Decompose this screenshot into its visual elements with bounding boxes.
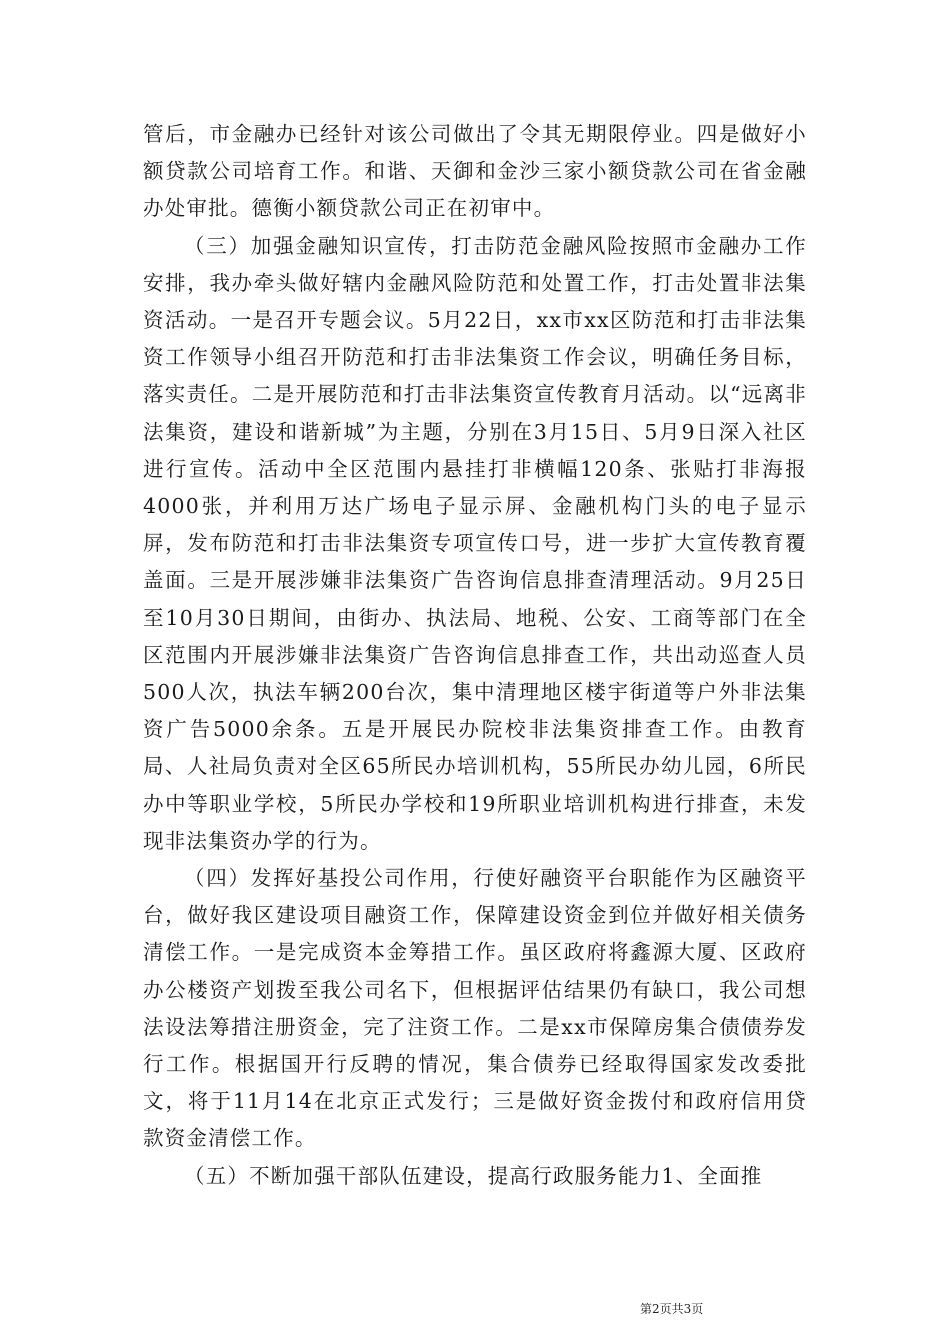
paragraph-section-3: （三）加强金融知识宣传，打击防范金融风险按照市金融办工作安排，我办牵头做好辖内金融风险防范和处置工作，打击处置非法集资活动。一是召开专题会议。5月22日，xx市xx区防范和打击非法集资工作领导小组召开防范和打击非法集资工作会议，明确任务目标，落实责任。二是开展防范和打击非法集资宣传教育月活动。以“远离非法集资，建设和谐新城”为主题，分别在3月15日、5月9日深入社区进行宣传。活动中全区范围内悬挂打非横幅120条、张贴打非海报4000张，并利用万达广场电子显示屏、金融机构门头的电子显示屏，发布防范和打击非法集资专项宣传口号，进一步扩大宣传教育覆盖面。三是开展涉嫌非法集资广告咨询信息排查清理活动。9月25日至10月30日期间，由街办、执法局、地税、公安、工商等部门在全区范围内开展涉嫌非法集资广告咨询信息排查工作，共出动巡查人员500人次，执法车辆200台次，集中清理地区楼宇街道等户外非法集资广告5000余条。五是开展民办院校非法集资排查工作。由教育局、人社局负责对全区65所民办培训机构，55所民办幼儿园，6所民办中等职业学校，5所民办学校和19所职业培训机构进行排查，未发现非法集资办学的行为。 [143, 233, 807, 853]
paragraph-section-5: （五）不断加强干部队伍建设，提高行政服务能力1、全面推 [184, 1163, 763, 1188]
paragraph-continuation: 管后，市金融办已经针对该公司做出了令其无期限停业。四是做好小额贷款公司培育工作。和谐、天御和金沙三家小额贷款公司在省金融办处审批。德衡小额贷款公司正在初审中。 [143, 122, 807, 221]
paragraph-section-4: （四）发挥好基投公司作用，行使好融资平台职能作为区融资平台，做好我区建设项目融资工作，保障建设资金到位并做好相关债务清偿工作。一是完成资本金筹措工作。虽区政府将鑫源大厦、区政府办公楼资产划拨至我公司名下，但根据评估结果仍有缺口，我公司想法设法筹措注册资金，完了注资工作。二是xx市保障房集合债债券发行工作。根据国开行反聘的情况，集合债券已经取得国家发改委批文，将于11月14在北京正式发行；三是做好资金拨付和政府信用贷款资金清偿工作。 [143, 866, 807, 1151]
document-body [143, 116, 807, 1195]
page-number-footer: 第2页共3页 [640, 1302, 704, 1316]
